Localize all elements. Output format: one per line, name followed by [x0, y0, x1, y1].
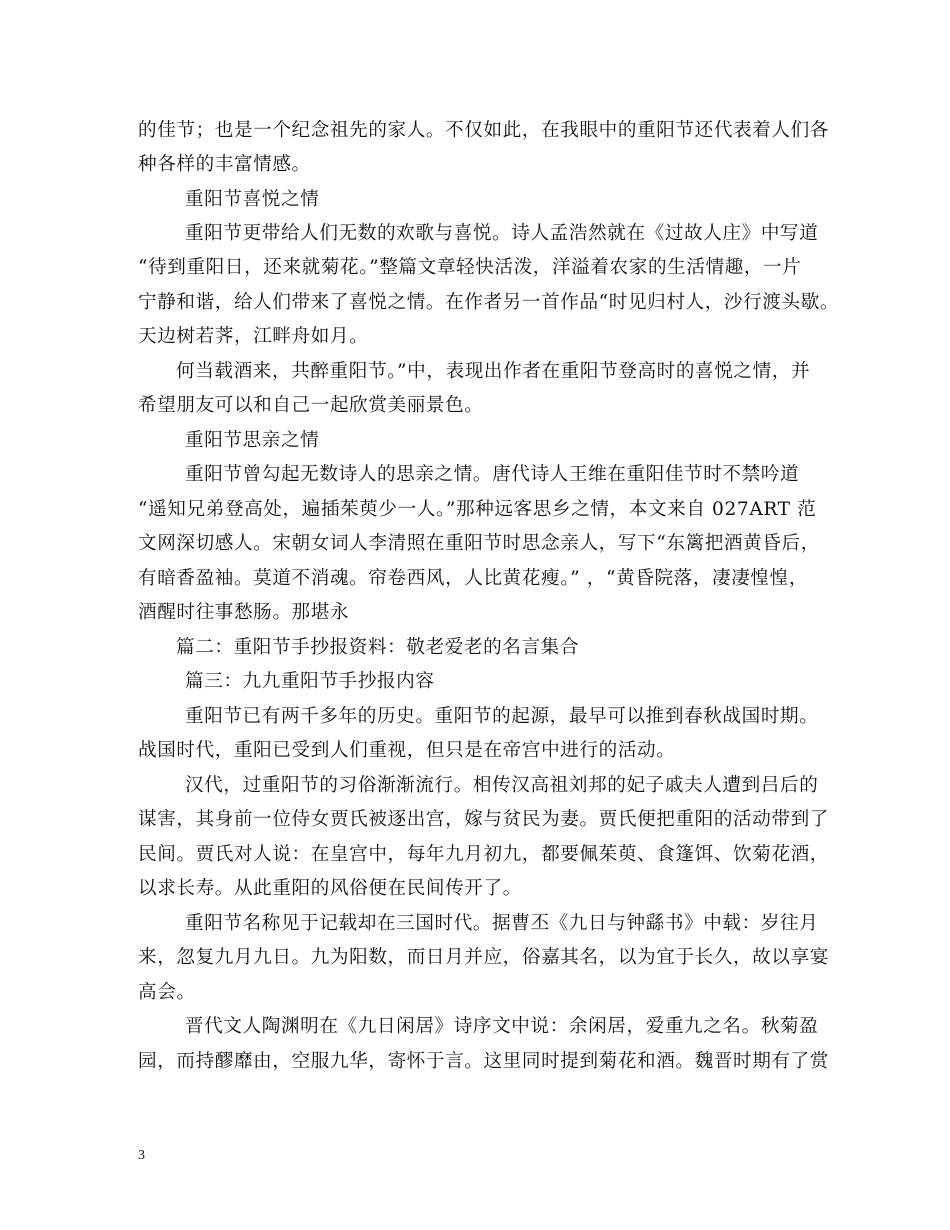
text-line: 宁静和谐，给人们带来了喜悦之情。在作者另一首作品“时见归村人，沙行渡头歇。: [138, 292, 840, 313]
text-line: 种各样的丰富情感。: [138, 154, 311, 175]
text-line: 以求长寿。从此重阳的风俗便在民间传开了。: [138, 878, 522, 899]
text-line: 天边树若荠，江畔舟如月。: [138, 326, 369, 347]
text-line: “待到重阳日，还来就菊花。”整篇文章轻快活泼，洋溢着农家的生活情趣，一片: [138, 257, 802, 278]
text-line: 希望朋友可以和自己一起欣赏美丽景色。: [138, 395, 484, 416]
section-heading: 篇二：重阳节手抄报资料：敬老爱老的名言集合: [176, 637, 580, 658]
text-line: 园，而持醪靡由，空服九华，寄怀于言。这里同时提到菊花和酒。魏晋时期有了赏: [138, 1051, 829, 1072]
text-line: 重阳节更带给人们无数的欢歌与喜悦。诗人孟浩然就在《过故人庄》中写道: [185, 223, 819, 244]
text-line: 重阳节曾勾起无数诗人的思亲之情。唐代诗人王维在重阳佳节时不禁吟道: [185, 464, 800, 485]
text-line: 高会。: [138, 982, 196, 1003]
text-line: 民间。贾氏对人说：在皇宫中，每年九月初九，都要佩茱萸、食篷饵、饮菊花酒，: [138, 844, 829, 865]
page-number: 3: [138, 1148, 145, 1163]
text-line: 重阳节名称见于记载却在三国时代。据曹丕《九日与钟繇书》中载：岁往月: [185, 913, 819, 934]
text-line: “遥知兄弟登高处，遍插茱萸少一人。”那种远客思乡之情，本文来自 027ART 范: [138, 499, 817, 520]
text-line: 汉代，过重阳节的习俗渐渐流行。相传汉高祖刘邦的妃子戚夫人遭到吕后的: [185, 775, 819, 796]
text-line: 酒醒时往事愁肠。那堪永: [138, 602, 350, 623]
text-line: 有暗香盈袖。莫道不消魂。帘卷西风，人比黄花瘦。” ，“黄昏院落，凄凄惶惶，: [138, 568, 809, 589]
section-heading: 重阳节喜悦之情: [185, 189, 320, 210]
text-line: 的佳节；也是一个纪念祖先的家人。不仅如此，在我眼中的重阳节还代表着人们各: [138, 120, 829, 141]
text-line: 文网深切感人。宋朝女词人李清照在重阳节时思念亲人，写下“东篱把酒黄昏后，: [138, 533, 820, 554]
section-heading: 重阳节思亲之情: [185, 430, 320, 451]
text-line: 来，忽复九月九日。九为阳数，而日月并应，俗嘉其名，以为宜于长久，故以享宴: [138, 947, 829, 968]
section-heading: 篇三：九九重阳节手抄报内容: [185, 671, 435, 692]
text-line: 战国时代，重阳已受到人们重视，但只是在帝宫中进行的活动。: [138, 740, 676, 761]
text-line: 何当载酒来，共醉重阳节。”中，表现出作者在重阳节登高时的喜悦之情，并: [176, 361, 811, 382]
text-line: 谋害，其身前一位侍女贾氏被逐出宫，嫁与贫民为妻。贾氏便把重阳的活动带到了: [138, 809, 829, 830]
text-line: 晋代文人陶渊明在《九日闲居》诗序文中说：余闲居，爱重九之名。秋菊盈: [185, 1016, 819, 1037]
text-line: 重阳节已有两千多年的历史。重阳节的起源，最早可以推到春秋战国时期。: [185, 706, 819, 727]
